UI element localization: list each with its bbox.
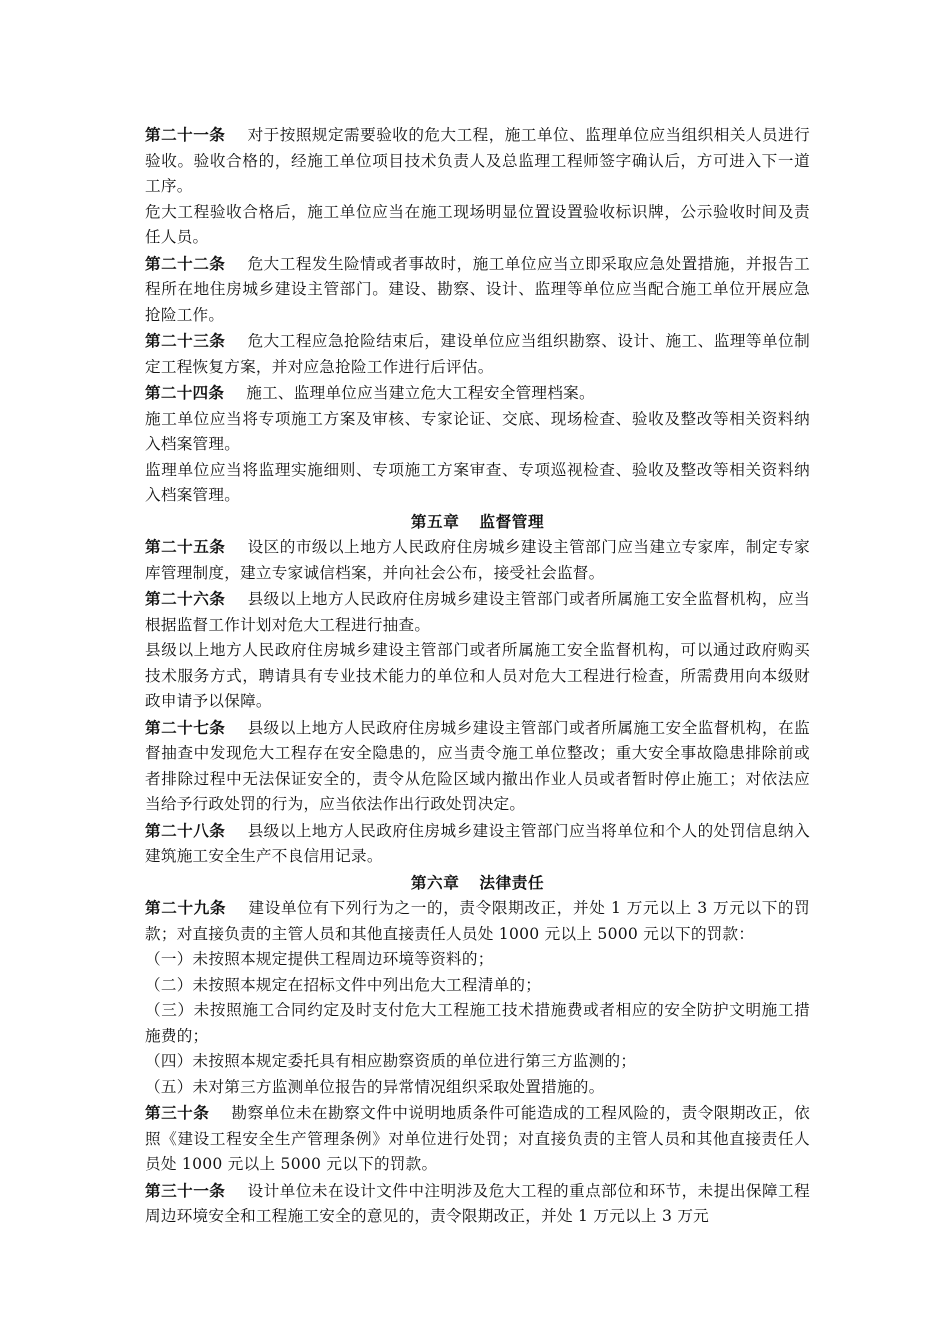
- list-item: （一）未按照本规定提供工程周边环境等资料的；: [145, 950, 494, 968]
- chapter-title: 法律责任: [479, 872, 545, 892]
- chapter-number: 第五章: [410, 511, 460, 531]
- article-text: 县级以上地方人民政府住房城乡建设主管部门应当将单位和个人的处罚信息纳入建筑施工安全生产不良信用记录。: [145, 821, 810, 865]
- paragraph: 监理单位应当将监理实施细则、专项施工方案审查、专项巡视检查、验收及整改等相关资料纳入档案管理。: [145, 460, 810, 504]
- article-23: [145, 328, 810, 380]
- article-number: 第二十九条: [145, 898, 227, 917]
- list-item: （二）未按照本规定在招标文件中列出危大工程清单的；: [145, 975, 542, 994]
- article-text: 危大工程应急抢险结束后，建设单位应当组织勘察、设计、施工、监理等单位制定工程恢复方案，并对应急抢险工作进行后评估。: [145, 332, 810, 376]
- article-22: [145, 251, 810, 329]
- article-text: 建设单位有下列行为之一的，责令限期改正，并处 1 万元以上 3 万元以下的罚款；对直接负责的主管人员和其他直接责任人员处 1000 元以上 5000 元以下的罚款：: [145, 899, 810, 943]
- article-number: 第二十五条: [145, 537, 226, 556]
- article-25: [145, 534, 810, 586]
- article-21: [145, 122, 810, 200]
- article-28: [145, 818, 810, 870]
- article-31: [145, 1178, 810, 1230]
- article-number: 第二十二条: [145, 253, 226, 273]
- chapter-heading-6: [145, 870, 810, 896]
- paragraph: 施工单位应当将专项施工方案及审核、专家论证、交底、现场检查、验收及整改等相关资料纳入档案管理。: [145, 409, 810, 453]
- article-27: [145, 715, 810, 818]
- article-text: 设区的市级以上地方人民政府住房城乡建设主管部门应当建立专家库，制定专家库管理制度，建立专家诚信档案，并向社会公布，接受社会监督。: [145, 538, 810, 582]
- paragraph: 危大工程验收合格后，施工单位应当在施工现场明显位置设置验收标识牌，公示验收时间及责任人员。: [145, 202, 810, 246]
- list-item: （五）未对第三方监测单位报告的异常情况组织采取处置措施的。: [145, 1077, 605, 1096]
- article-number: 第二十八条: [145, 820, 226, 840]
- article-text: 设计单位未在设计文件中注明涉及危大工程的重点部位和环节，未提出保障工程周边环境安全和工程施工安全的意见的，责令限期改正，并处 1 万元以上 3 万元: [145, 1181, 810, 1225]
- article-text: 勘察单位未在勘察文件中说明地质条件可能造成的工程风险的，责令限期改正，依照《建设工程安全生产管理条例》对单位进行处罚；对直接负责的主管人员和其他直接责任人员处 1000 元以上 5000 元以下的罚款。: [145, 1104, 810, 1173]
- article-30: [145, 1100, 810, 1178]
- list-item: （三）未按照施工合同约定及时支付危大工程施工技术措施费或者相应的安全防护文明施工措施费的；: [145, 1001, 810, 1045]
- chapter-title: 监督管理: [479, 511, 545, 531]
- paragraph: 县级以上地方人民政府住房城乡建设主管部门或者所属施工安全监督机构，可以通过政府购买技术服务方式，聘请具有专业技术能力的单位和人员对危大工程进行检查，所需费用向本级财政申请予以保障。: [145, 641, 810, 710]
- article-number: 第二十一条: [145, 125, 226, 144]
- article-number: 第三十条: [145, 1103, 210, 1122]
- article-text: 危大工程发生险情或者事故时，施工单位应当立即采取应急处置措施，并报告工程所在地住房城乡建设主管部门。建设、勘察、设计、监理等单位应当配合施工单位开展应急抢险工作。: [145, 254, 810, 324]
- article-text: 施工、监理单位应当建立危大工程安全管理档案。: [246, 384, 595, 402]
- article-29: [145, 895, 810, 947]
- article-number: 第二十六条: [145, 589, 226, 608]
- article-text: 对于按照规定需要验收的危大工程，施工单位、监理单位应当组织相关人员进行验收。验收合格的，经施工单位项目技术负责人及总监理工程师签字确认后，方可进入下一道工序。: [145, 126, 810, 195]
- list-item: （四）未按照本规定委托具有相应勘察资质的单位进行第三方监测的；: [145, 1052, 637, 1070]
- article-number: 第二十四条: [145, 383, 225, 402]
- article-number: 第二十七条: [145, 717, 226, 737]
- article-24: [145, 380, 810, 407]
- article-text: 县级以上地方人民政府住房城乡建设主管部门或者所属施工安全监督机构，在监督抽查中发现危大工程存在安全隐患的，应当责令施工单位整改；重大安全事故隐患排除前或者排除过程中无法保证安全的，责令从危险区域内撤出作业人员或者暂时停止施工；对依法应当给予行政处罚的行为，应当依法作出行政处罚决定。: [145, 718, 810, 813]
- article-26: [145, 586, 810, 638]
- chapter-number: 第六章: [410, 872, 460, 892]
- article-text: 县级以上地方人民政府住房城乡建设主管部门或者所属施工安全监督机构，应当根据监督工作计划对危大工程进行抽查。: [145, 590, 810, 634]
- document-page: [145, 122, 810, 1230]
- article-number: 第二十三条: [145, 331, 226, 350]
- chapter-heading-5: [145, 509, 810, 535]
- article-number: 第三十一条: [145, 1180, 226, 1200]
